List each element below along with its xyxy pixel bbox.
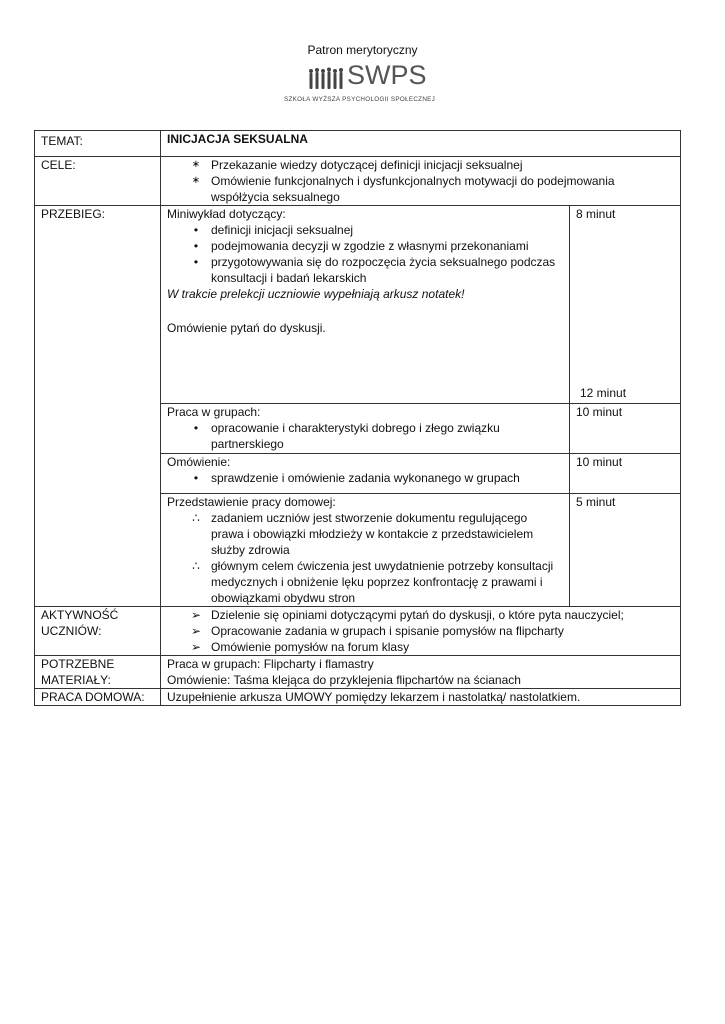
patron-label: Patron merytoryczny — [307, 43, 418, 57]
list-item: • sprawdzenie i omówienie zadania wykonanego w grupach — [167, 470, 563, 486]
row-praca-domowa — [35, 689, 681, 706]
przebieg-block-2 — [161, 404, 570, 454]
aktywnosc-content — [161, 607, 681, 656]
logo-subtitle: SZKOŁA WYŻSZA PSYCHOLOGII SPOŁECZNEJ — [284, 96, 436, 103]
time-cell-1 — [570, 206, 681, 404]
row-aktywnosc — [35, 607, 681, 656]
list-item: ➢ Omówienie pomysłów na forum klasy — [190, 640, 410, 654]
swps-logo — [283, 60, 436, 108]
note-text: W trakcie prelekcji uczniowie wypełniają arkusz notatek! — [167, 287, 465, 301]
lesson-plan-table — [34, 130, 681, 706]
logo-wordmark: SWPS — [347, 60, 427, 90]
materialy-content — [161, 656, 681, 689]
block-intro: Miniwykład dotyczący: — [167, 207, 286, 221]
dot-bullet-icon: • — [193, 255, 199, 269]
dot-bullet-icon: • — [193, 471, 199, 485]
star-bullet-icon: ∗ — [191, 175, 201, 186]
row-przebieg-1 — [35, 206, 681, 404]
time-cell-4: 5 minut — [570, 494, 681, 607]
materialy-label: POTRZEBNE MATERIAŁY: — [35, 656, 161, 689]
list-item: • definicji inicjacji seksualnej — [167, 222, 563, 238]
cele-label: CELE: — [35, 157, 161, 206]
przebieg-block-3 — [161, 454, 570, 494]
przebieg-block-4 — [161, 494, 570, 607]
row-temat — [35, 131, 681, 157]
duration-value: 12 minut — [580, 386, 627, 400]
materialy-line: Omówienie: Taśma klejąca do przyklejenia flipchartów na ścianach — [167, 673, 521, 687]
arrow-bullet-icon: ➢ — [190, 624, 202, 638]
list-item: ∴ głównym celem ćwiczenia jest uwydatnienie potrzeby konsultacji medycznych i obniżenie lęku poprzez konfrontację z prawami i obowiązkami obydwu stron — [167, 558, 563, 606]
block-intro: Omówienie: — [167, 455, 231, 469]
przebieg-block-1 — [161, 206, 570, 404]
cele-content — [161, 157, 681, 206]
list-item: ∗ Przekazanie wiedzy dotyczącej definicji inicjacji seksualnej — [167, 157, 674, 173]
list-item: • przygotowywania się do rozpoczęcia życia seksualnego podczas konsultacji i badań lekarskich — [167, 254, 563, 286]
list-item: • opracowanie i charakterystyki dobrego i złego związku partnerskiego — [167, 420, 563, 452]
duration-value: 8 minut — [576, 207, 616, 221]
time-cell-2: 10 minut — [570, 404, 681, 454]
list-item: ➢ Dzielenie się opiniami dotyczącymi pytań do dyskusji, o które pyta nauczyciel; — [190, 608, 624, 622]
przebieg-label: PRZEBIEG: — [35, 206, 161, 607]
block-intro: Przedstawienie pracy domowej: — [167, 495, 336, 509]
dot-bullet-icon: • — [193, 239, 199, 253]
list-item: ∴ zadaniem uczniów jest stworzenie dokumentu regulującego prawa i obowiązki młodzieży w kontakcie z przedstawicielem służby zdrowia — [167, 510, 563, 558]
materialy-line: Praca w grupach: Flipcharty i flamastry — [167, 657, 374, 671]
therefore-bullet-icon: ∴ — [192, 559, 200, 573]
people-silhouettes-icon — [308, 67, 348, 91]
list-item: ∗ Omówienie funkcjonalnych i dysfunkcjonalnych motywacji do podejmowania współżycia seksualnego — [167, 173, 674, 205]
temat-value: INICJACJA SEKSUALNA — [161, 131, 681, 157]
row-materialy — [35, 656, 681, 689]
star-bullet-icon: ∗ — [191, 159, 201, 170]
dot-bullet-icon: • — [193, 421, 199, 435]
aktywnosc-label: AKTYWNOŚĆ UCZNIÓW: — [35, 607, 161, 656]
therefore-bullet-icon: ∴ — [192, 511, 200, 525]
list-item: ➢ Opracowanie zadania w grupach i spisanie pomysłów na flipcharty — [190, 624, 564, 638]
discussion-text: Omówienie pytań do dyskusji. — [167, 321, 326, 335]
arrow-bullet-icon: ➢ — [190, 608, 202, 622]
row-cele — [35, 157, 681, 206]
time-cell-3: 10 minut — [570, 454, 681, 494]
temat-label: TEMAT: — [35, 131, 161, 157]
praca-domowa-value: Uzupełnienie arkusza UMOWY pomiędzy lekarzem i nastolatką/ nastolatkiem. — [161, 689, 681, 706]
arrow-bullet-icon: ➢ — [190, 640, 202, 654]
praca-domowa-label: PRACA DOMOWA: — [35, 689, 161, 706]
list-item: • podejmowania decyzji w zgodzie z własnymi przekonaniami — [167, 238, 563, 254]
block-intro: Praca w grupach: — [167, 405, 261, 419]
dot-bullet-icon: • — [193, 223, 199, 237]
